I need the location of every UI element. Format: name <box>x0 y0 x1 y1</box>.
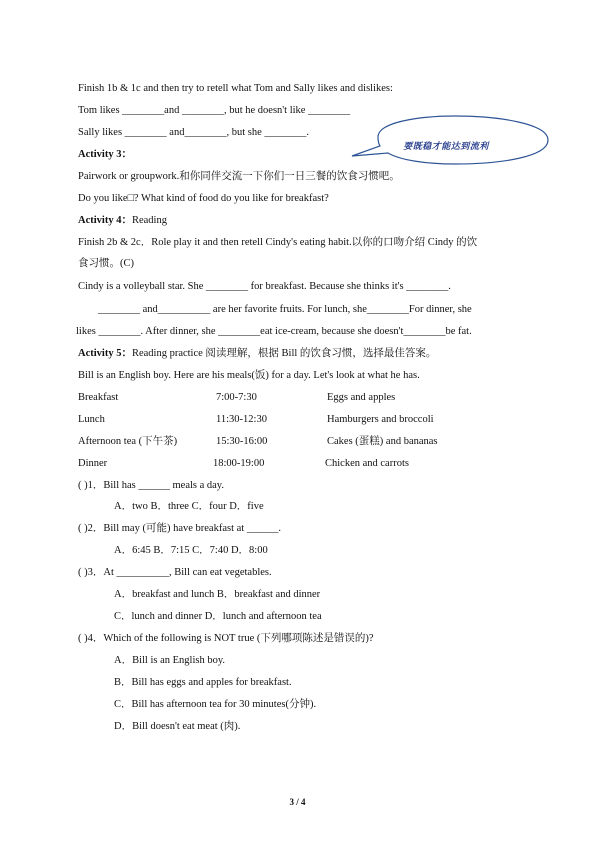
meal-time: 11:30-12:30 <box>216 414 267 425</box>
question-4-option-b: B．Bill has eggs and apples for breakfast. <box>114 677 292 688</box>
meal-name: Afternoon tea (下午茶) <box>78 436 178 447</box>
heading-activity-5 <box>78 347 436 360</box>
cindy-passage-3: likes ________. After dinner, she ________eat ice-cream, because she doesn't________be fat. <box>76 326 472 337</box>
pairwork-instruction: Pairwork or groupwork.和你同伴交流一下你们一日三餐的饮食习惯吧。 <box>78 171 400 182</box>
page-number: 3 / 4 <box>289 797 306 807</box>
question-4-option-a: A．Bill is an English boy. <box>114 655 226 666</box>
meal-time: 7:00-7:30 <box>216 392 257 403</box>
meal-name: Dinner <box>78 458 108 469</box>
fill-sally-likes: Sally likes ________ and________, but she ________. <box>78 127 309 138</box>
meal-time: 18:00-19:00 <box>213 458 265 469</box>
meal-food: Cakes (蛋糕) and bananas <box>327 436 438 447</box>
question-2: ( )2．Bill may (可能) have breakfast at ______. <box>78 523 281 534</box>
activity-5-title: Reading practice 阅读理解，根据 Bill 的饮食习惯，选择最佳答案。 <box>131 348 437 359</box>
callout-text: 要既稳才能达到流利 <box>403 141 489 151</box>
cindy-passage-2: ________ and__________ are her favorite fruits. For lunch, she________For dinner, she <box>98 304 472 315</box>
activity-4-label: Activity 4： <box>78 215 132 226</box>
meal-name: Breakfast <box>78 392 119 403</box>
question-1-options: A．two B．three C．four D．five <box>114 501 264 512</box>
heading-activity-3: Activity 3： <box>78 149 132 160</box>
bill-intro: Bill is an English boy. Here are his meals(饭) for a day. Let's look at what he has. <box>78 370 420 381</box>
question-3-options-cd: C．lunch and dinner D．lunch and afternoon tea <box>114 611 322 622</box>
roleplay-instruction: Finish 2b & 2c．Role play it and then retell Cindy's eating habit.以你的口吻介绍 Cindy 的饮 <box>78 237 478 248</box>
meal-food: Chicken and carrots <box>325 458 409 469</box>
meal-food: Hamburgers and broccoli <box>327 414 434 425</box>
meal-time: 15:30-16:00 <box>216 436 268 447</box>
activity-5-label: Activity 5： <box>78 348 132 359</box>
question-3-options-ab: A．breakfast and lunch B．breakfast and dinner <box>114 589 321 600</box>
cindy-passage-1: Cindy is a volleyball star. She ________ for breakfast. Because she thinks it's ________. <box>78 281 451 292</box>
meal-food: Eggs and apples <box>327 392 396 403</box>
fill-tom-likes: Tom likes ________and ________, but he doesn't like ________ <box>78 105 351 116</box>
question-2-options: A．6:45 B．7:15 C．7:40 D．8:00 <box>114 545 268 556</box>
heading-activity-4 <box>78 214 167 227</box>
prompt-questions: Do you like□? What kind of food do you like for breakfast? <box>78 193 329 204</box>
question-4: ( )4．Which of the following is NOT true (下列哪项陈述是错误的)? <box>78 633 374 644</box>
question-4-option-c: C．Bill has afternoon tea for 30 minutes(分钟). <box>114 699 317 710</box>
meal-name: Lunch <box>78 414 105 425</box>
question-4-option-d: D．Bill doesn't eat meat (肉). <box>114 721 241 732</box>
activity-4-title: Reading <box>131 215 167 226</box>
question-1: ( )1．Bill has ______ meals a day. <box>78 480 225 491</box>
roleplay-instruction-cont: 食习惯。(C) <box>78 258 134 269</box>
instruction-retell: Finish 1b & 1c and then try to retell what Tom and Sally likes and dislikes: <box>78 83 393 94</box>
question-3: ( )3．At __________, Bill can eat vegetables. <box>78 567 272 578</box>
